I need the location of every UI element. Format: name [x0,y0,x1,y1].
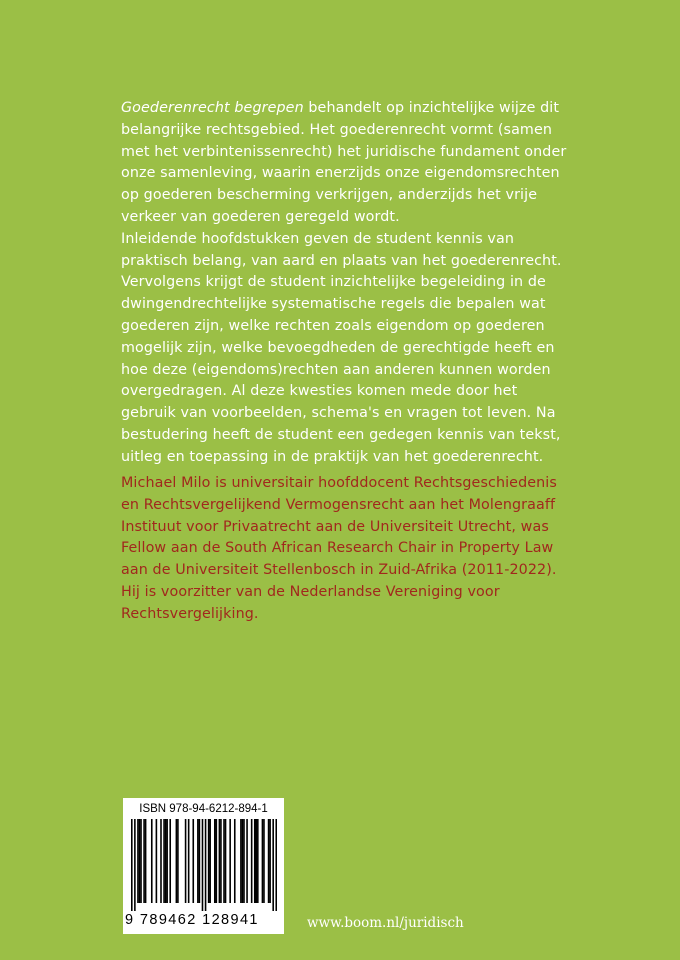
barcode-bar [209,819,211,903]
barcode-bar [262,819,264,903]
blurb-paragraph-1: behandelt op inzichtelijke wijze dit belangrijke rechtsgebied. Het goederenrecht vormt (samen met het verbintenissenrecht) het juridische fundament onder onze samenleving, waarin enerzijds onze eigendomsrechten op goederen bescherming verkrijgen, anderzijds het vrije verkeer van goederen geregeld wordt. [121,100,567,225]
blurb-paragraph-2: Inleidende hoofdstukken geven de student kennis van praktisch belang, van aard en plaats van het goederenrecht. Vervolgens krijgt de student inzichtelijke begeleiding in de dwingendrechtelijke systematische regels die bepalen wat goederen zijn, welke rechten zoals eigendom op goederen mogelijk zijn, welke bevoegdheden de gerechtigde heeft en hoe deze (eigendoms)rechten aan anderen kunnen worden overgedragen. Al deze kwesties komen mede door het gebruik van voorbeelden, schema's en vragen tot leven. Na bestudering heeft de student een gedegen kennis van tekst, uitleg en toepassing in de praktijk van het goederenrecht. [121,230,562,465]
barcode-bar [140,819,142,903]
barcode-bar [242,819,244,903]
barcode-bar [205,819,207,911]
barcode-bar [240,819,242,903]
isbn-barcode [123,798,284,934]
barcode-bar [139,819,141,903]
barcode-digits: 9 789462 128941 [125,912,259,928]
barcode-bar [197,819,199,903]
barcode-bar [257,819,259,903]
barcode-bar [169,819,171,903]
barcode-bar [225,819,227,903]
barcode-bar [272,819,274,911]
barcode-bar [202,819,204,911]
barcode-bar [219,819,221,903]
barcode-bar [214,819,216,903]
barcode-bar [216,819,218,903]
barcode-bar [220,819,222,903]
barcode-bar [246,819,248,903]
barcode-bar [263,819,265,903]
barcode-bar [268,819,270,903]
barcode-bar [163,819,165,903]
barcode-bar [166,819,168,903]
barcode-bar [243,819,245,903]
barcode-bar [131,819,133,911]
barcode-bar [143,819,145,903]
publisher-website[interactable]: www.boom.nl/juridisch [307,915,464,931]
barcode-bar [234,819,236,903]
barcode-bar [254,819,256,903]
barcode-bar [255,819,257,903]
barcode-bars [131,819,277,911]
barcode-bar [160,819,162,903]
barcode-bar [275,819,277,911]
book-title: Goederenrecht begrepen [121,100,304,116]
barcode-bar [134,819,136,911]
barcode-bar [156,819,158,903]
author-bio: Michael Milo is universitair hoofddocent Rechtsgeschiedenis en Rechtsvergelijkend Vermogensrecht aan het Molengraaff Instituut voor Privaatrecht aan de Universiteit Utrecht, was Fellow aan de South African Research Chair in Property Law aan de Universiteit Stellenbosch in Zuid-Afrika (2011-2022). Hij is voorzitter van de Nederlandse Vereniging voor Rechtsvergelijking. [121,475,557,622]
barcode-bar [176,819,178,903]
barcode-bar [177,819,179,903]
barcode-bar [229,819,231,903]
barcode-bar [188,819,190,903]
barcode-bar [185,819,187,903]
back-cover-blurb [121,98,571,469]
barcode-bar [151,819,153,903]
barcode-bar [199,819,201,903]
barcode-bar [251,819,253,903]
barcode-bar [208,819,210,903]
barcode-bar [269,819,271,903]
isbn-label: ISBN 978-94-6212-894-1 [139,803,268,815]
barcode-bar [137,819,139,903]
barcode-bar [192,819,194,903]
barcode-bar [223,819,225,903]
barcode-bar [145,819,147,903]
barcode-bar [165,819,167,903]
